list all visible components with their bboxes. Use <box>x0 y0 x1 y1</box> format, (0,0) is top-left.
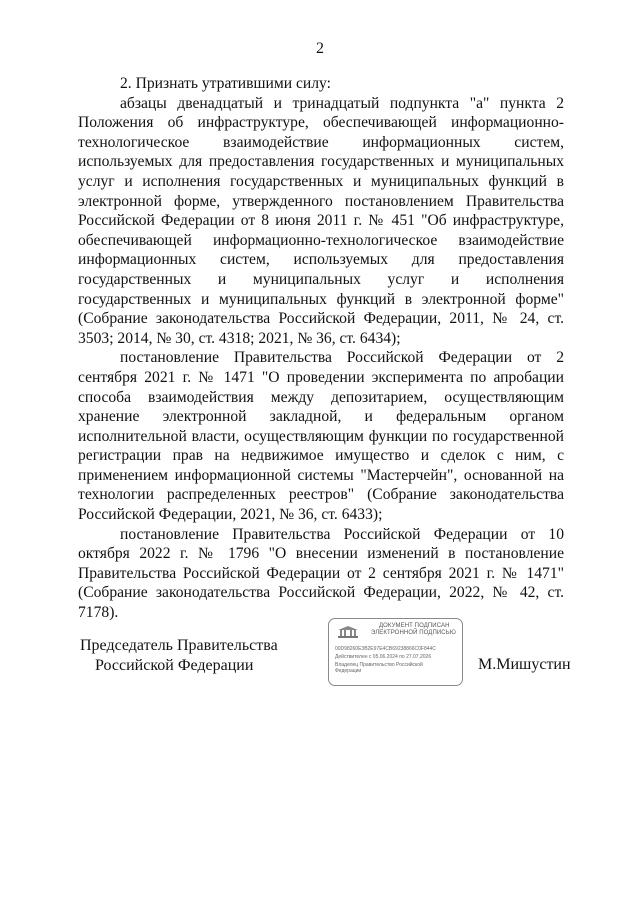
paragraph: постановление Правительства Российской Федерации от 2 сентября 2021 г. № 1471 "О проведении эксперимента по апробации способа взаимодействия между депозитарием, осуществляющим хранение электронной закладной, и федеральным органом исполнительной власти, осуществляющим функции по государственной регистрации прав на недвижимое имущество и сделок с ним, с применением информационной системы "Мастерчейн", основанной на технологии распределенных реестров" (Собрание законодательства Российской Федерации, 2021, № 36, ст. 6433); <box>78 349 564 524</box>
government-emblem-icon <box>337 625 359 640</box>
paragraph: абзацы двенадцатый и тринадцатый подпункта "а" пункта 2 Положения об инфраструктуре, обеспечивающей информационно-технологическое взаимодействие информационных систем, используемых для предоставления государственных и муниципальных услуг и исполнения государственных и муниципальных функций в электронной форме, утвержденного постановлением Правительства Российской Федерации от 8 июня 2011 г. № 451 "Об инфраструктуре, обеспечивающей информационно-технологическое взаимодействие информационных систем, используемых для предоставления государственных и муниципальных услуг и исполнения государственных и муниципальных функций в электронной форме" (Собрание законодательства Российской Федерации, 2011, № 24, ст. 3503; 2014, № 30, ст. 4318; 2021, № 36, ст. 6434); <box>78 94 564 347</box>
paragraph: постановление Правительства Российской Федерации от 10 октября 2022 г. № 1796 "О внесении изменений в постановление Правительства Российской Федерации от 2 сентября 2021 г. № 1471" (Собрание законодательства Российской Федерации, 2022, № 42, ст. 7178). <box>78 525 564 622</box>
stamp-heading-line: ДОКУМЕНТ ПОДПИСАН <box>379 623 450 629</box>
signatory-title-line: Российской Федерации <box>95 657 254 674</box>
signatory-title <box>80 636 278 676</box>
signatory-title-line: Председатель Правительства <box>80 637 278 654</box>
stamp-heading-line: ЭЛЕКТРОННОЙ ПОДПИСЬЮ <box>371 630 456 636</box>
stamp-owner: Владелец Правительство Российской <box>335 662 423 668</box>
signatory-name: М.Мишустин <box>478 656 571 673</box>
stamp-heading <box>371 623 456 637</box>
stamp-owner: Федерации <box>335 668 362 674</box>
paragraph: 2. Признать утратившими силу: <box>120 75 331 92</box>
page-number: 2 <box>316 40 324 57</box>
stamp-certificate: 00D98260E3B2E97E4CB69238866C0F844C <box>335 646 436 652</box>
stamp-validity: Действителен с 05.06.2024 по 27.07.2026 <box>335 654 432 660</box>
electronic-signature-stamp <box>328 618 463 686</box>
document-body <box>78 74 564 623</box>
